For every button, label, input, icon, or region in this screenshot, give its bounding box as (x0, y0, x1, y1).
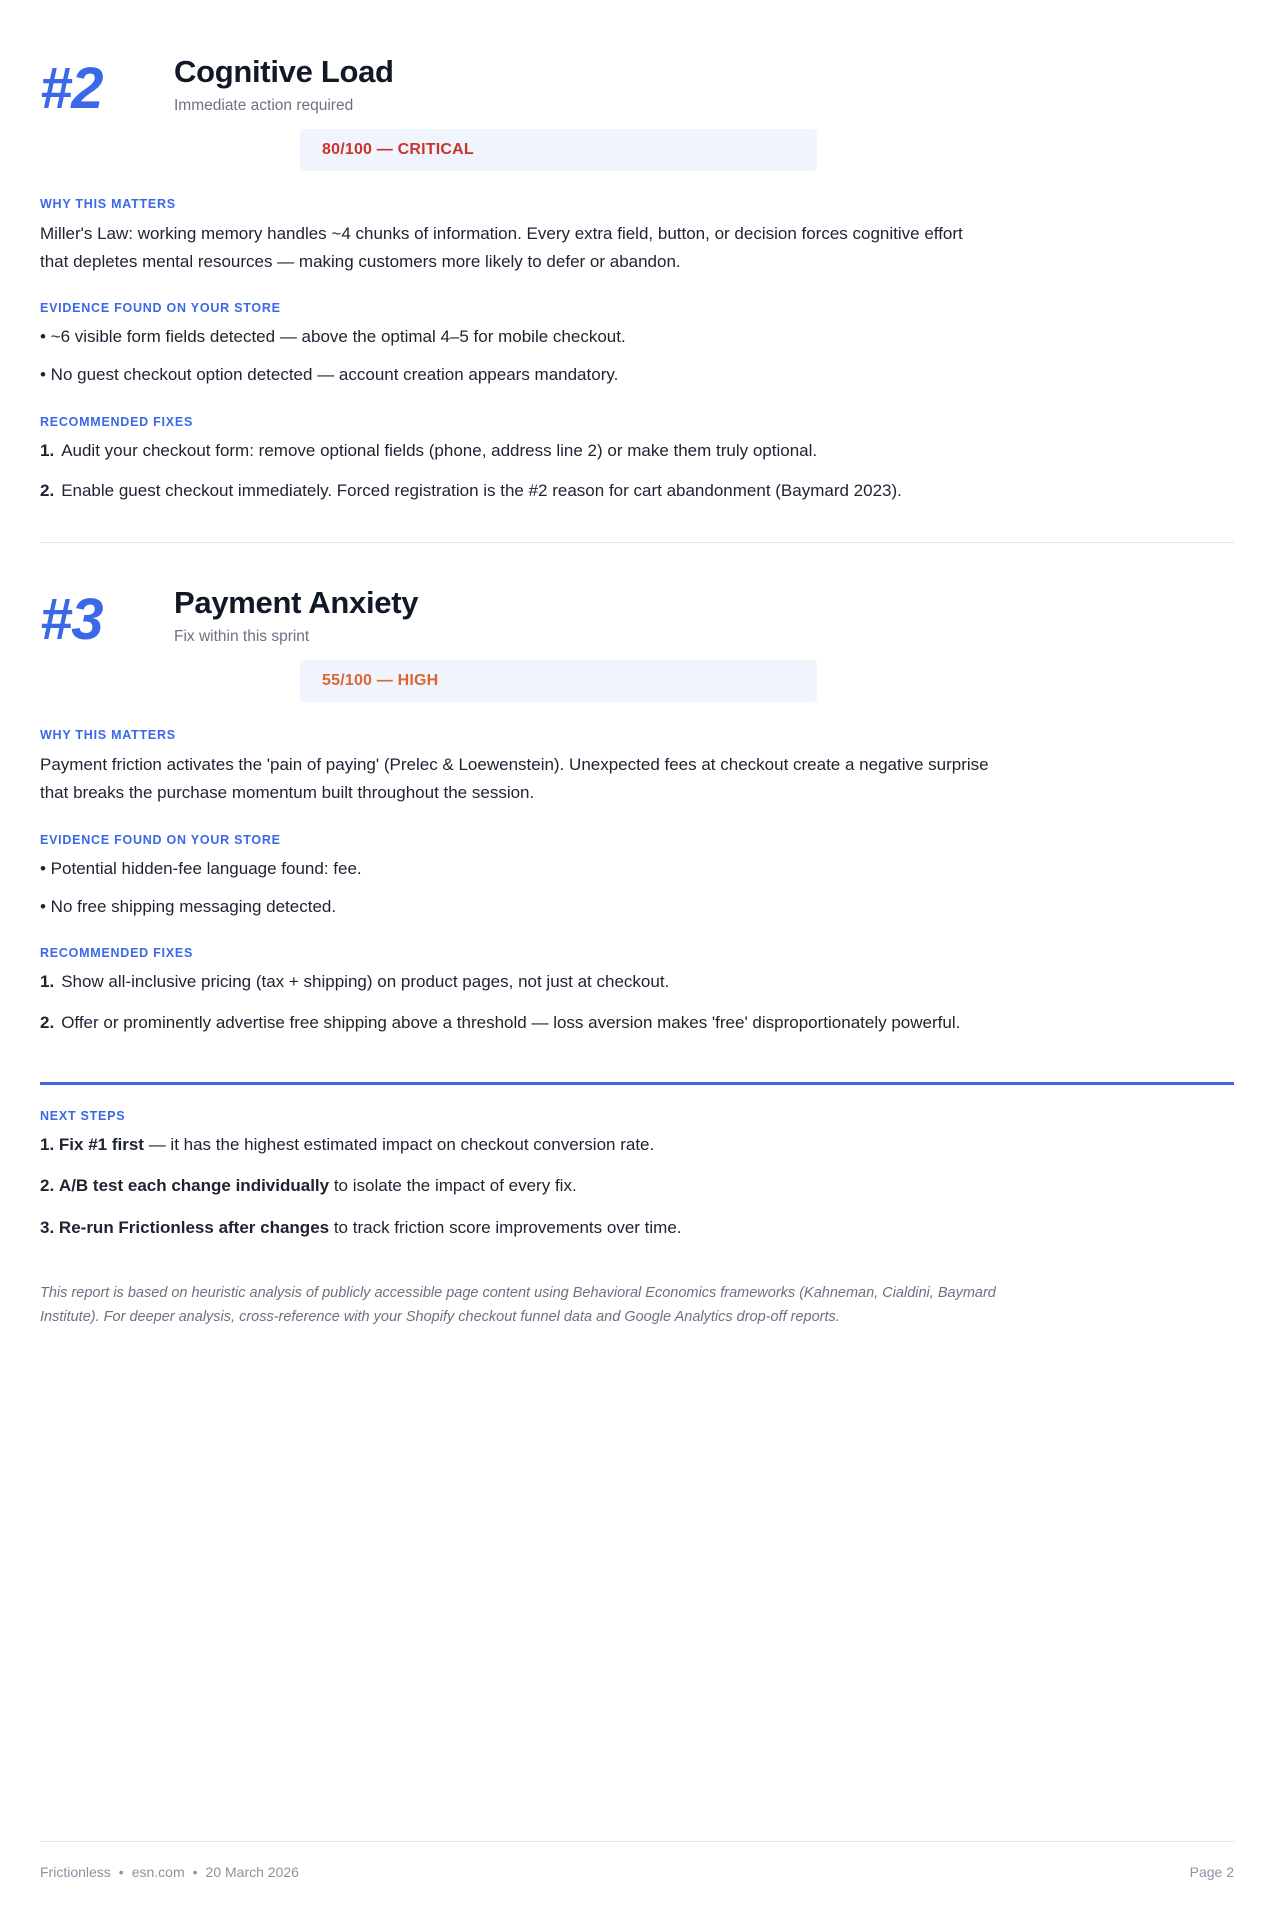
next-step-rest: — it has the highest estimated impact on checkout conversion rate. (143, 1134, 655, 1154)
evidence-item: • Potential hidden-fee language found: fee. (40, 858, 362, 878)
evidence-section (40, 833, 1234, 921)
score-value: 55/100 — HIGH (322, 672, 439, 690)
issue-rank: #2 (40, 56, 103, 121)
next-step-rest: to track friction score improvements over time. (329, 1217, 682, 1237)
footer-brand: Frictionless (40, 1864, 111, 1880)
score-value: 80/100 — CRITICAL (322, 141, 474, 158)
evidence-item: • ~6 visible form fields detected — above the optimal 4–5 for mobile checkout. (40, 327, 626, 347)
footer-separator-icon: • (118, 1864, 124, 1880)
why-this-matters-section (40, 197, 1234, 275)
footer-date: 20 March 2026 (205, 1864, 299, 1880)
fix-text: Show all-inclusive pricing (tax + shipping) on product pages, not just at checkout. (61, 972, 670, 992)
next-step-bold: Re-run Frictionless after changes (58, 1217, 330, 1237)
section-label-fixes: RECOMMENDED FIXES (40, 414, 194, 429)
issue-header (40, 52, 1234, 121)
section-label-fixes: RECOMMENDED FIXES (40, 946, 194, 961)
footer-page-number: Page 2 (1189, 1864, 1234, 1880)
fix-text: Audit your checkout form: remove optional fields (phone, address line 2) or make them truly optional. (61, 440, 818, 460)
next-steps-divider (40, 1082, 1234, 1085)
issue-subtitle: Immediate action required (174, 96, 354, 114)
fix-text: Offer or prominently advertise free shipping above a threshold — loss aversion makes 'free' disproportionately powerful. (61, 1012, 961, 1032)
next-step-number: 2. (40, 1176, 55, 1196)
why-this-matters-section (40, 728, 1234, 806)
fix-number: 1. (40, 972, 55, 992)
evidence-section (40, 301, 1234, 389)
recommended-fixes-section (40, 415, 1234, 505)
footer-left (40, 1864, 299, 1880)
next-step-number: 1. (40, 1134, 55, 1154)
footer-site: esn.com (131, 1864, 185, 1880)
next-step-rest: to isolate the impact of every fix. (329, 1176, 577, 1196)
evidence-item: • No free shipping messaging detected. (40, 896, 337, 916)
fix-item (40, 438, 1025, 464)
section-label-next-steps: NEXT STEPS (40, 1108, 126, 1123)
evidence-item: • No guest checkout option detected — account creation appears mandatory. (40, 365, 619, 385)
recommended-fixes-section (40, 946, 1234, 1036)
next-step-bold: Fix #1 first (58, 1134, 144, 1154)
footer-divider (40, 1841, 1234, 1842)
section-label-why: WHY THIS MATTERS (40, 728, 176, 743)
next-steps-section (40, 1109, 1234, 1241)
issue-header-text (174, 52, 394, 115)
why-this-matters-text: Miller's Law: working memory handles ~4 chunks of information. Every extra field, button, or decision forces cognitive effort that depletes mental resources — making customers more likely to defer or abandon. (40, 224, 963, 271)
next-step-item (40, 1173, 1234, 1199)
why-this-matters-text: Payment friction activates the 'pain of paying' (Prelec & Loewenstein). Unexpected fees at checkout create a negative surprise that breaks the purchase momentum built throughout the session. (40, 755, 989, 802)
section-label-why: WHY THIS MATTERS (40, 197, 176, 211)
issue-rank: #3 (40, 587, 103, 653)
next-step-bold: A/B test each change individually (58, 1176, 330, 1196)
issue-title: Cognitive Load (174, 54, 394, 89)
issue-header-text (174, 583, 418, 646)
score-badge (300, 660, 817, 702)
next-step-item (40, 1132, 1234, 1158)
fix-item (40, 969, 1025, 995)
next-step-number: 3. (40, 1217, 55, 1237)
disclaimer-text: This report is based on heuristic analysis of publicly accessible page content using Behavioral Economics frameworks (Kahneman, Cialdini, Baymard Institute). For deeper analysis, cross-reference with your Shopify checkout funnel data and Google Analytics drop-off reports. (40, 1285, 996, 1325)
fix-item (40, 1010, 1025, 1036)
fix-number: 1. (40, 440, 55, 460)
issue-block-2 (40, 0, 1234, 504)
fix-item (40, 478, 1025, 504)
section-label-evidence: EVIDENCE FOUND ON YOUR STORE (40, 832, 281, 847)
section-label-evidence: EVIDENCE FOUND ON YOUR STORE (40, 301, 281, 316)
fix-number: 2. (40, 481, 55, 501)
page-footer (40, 1864, 1234, 1880)
score-badge (300, 129, 817, 171)
fix-number: 2. (40, 1012, 55, 1032)
footer-separator-icon: • (192, 1864, 198, 1880)
issue-title: Payment Anxiety (174, 585, 419, 621)
next-step-item (40, 1215, 1234, 1241)
fix-text: Enable guest checkout immediately. Forced registration is the #2 reason for cart abandonment (Baymard 2023). (61, 481, 902, 501)
issue-block-3 (40, 543, 1234, 1035)
issue-subtitle: Fix within this sprint (174, 628, 310, 646)
issue-header (40, 583, 1234, 653)
